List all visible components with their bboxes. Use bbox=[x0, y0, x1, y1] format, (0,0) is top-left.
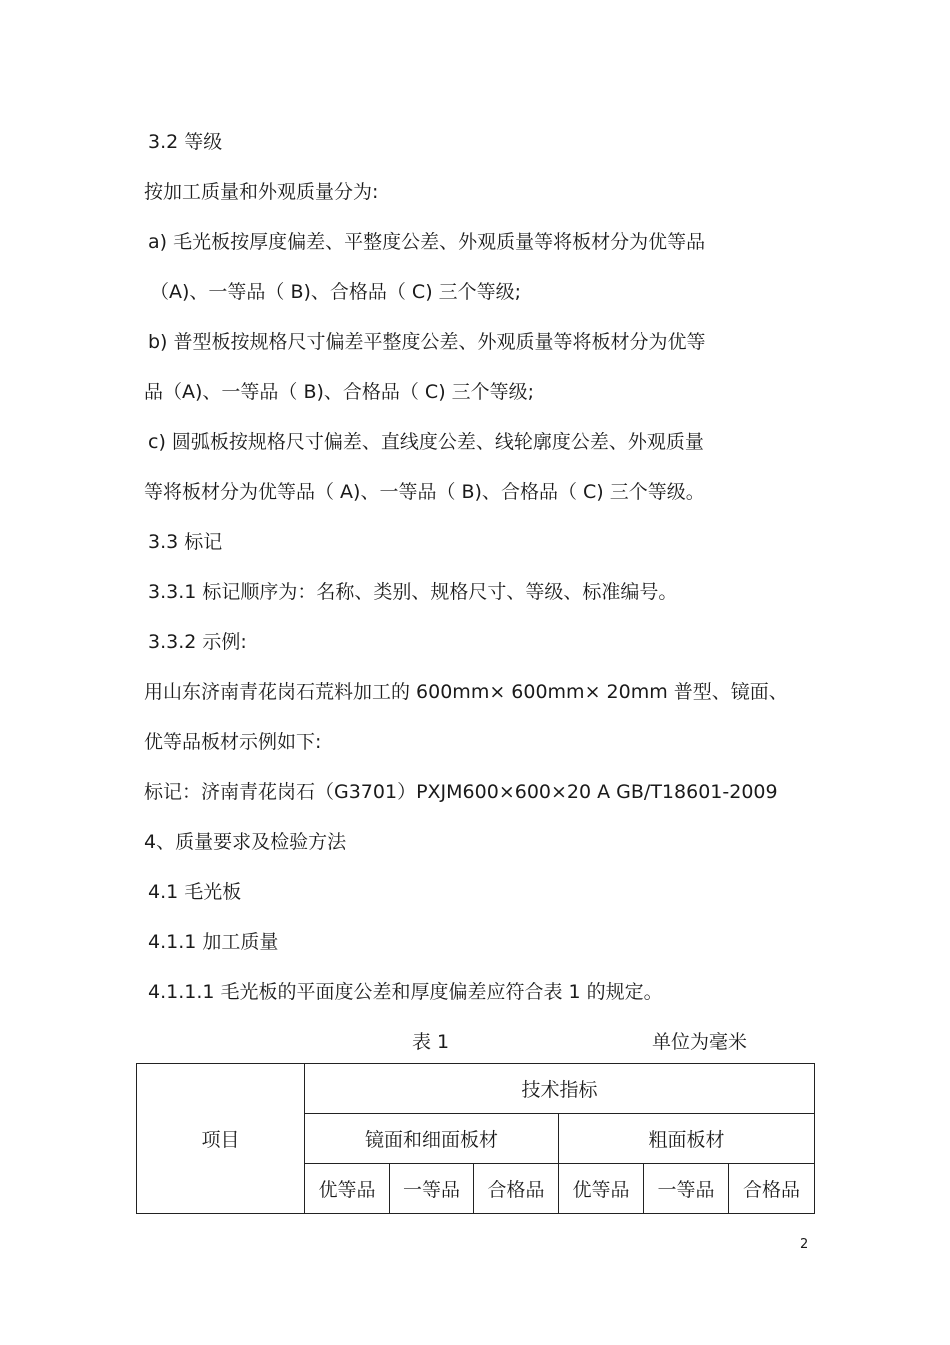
marking-example: 标记：济南青花岗石（G3701）PXJM600×600×20 A GB/T18601-2009 bbox=[144, 781, 778, 803]
example-text: 用山东济南青花岗石荒料加工的 600mm× 600mm× 20mm 普型、镜面、 bbox=[144, 681, 788, 703]
clause-4-1-1-1: 4.1.1.1 毛光板的平面度公差和厚度偏差应符合表 1 的规定。 bbox=[148, 981, 663, 1003]
table-header-grade: 一等品 bbox=[390, 1164, 474, 1214]
list-item-c: c) 圆弧板按规格尺寸偏差、直线度公差、线轮廓度公差、外观质量 bbox=[148, 431, 704, 453]
spec-table bbox=[136, 1063, 815, 1214]
list-item-b-cont: 品（A)、一等品（ B)、合格品（ C) 三个等级; bbox=[144, 381, 535, 403]
table-header-grade: 一等品 bbox=[644, 1164, 729, 1214]
clause-4-1-1: 4.1.1 加工质量 bbox=[148, 931, 279, 953]
table-header-rough: 粗面板材 bbox=[559, 1114, 815, 1164]
page-number: 2 bbox=[800, 1237, 809, 1252]
section-heading-4: 4、质量要求及检验方法 bbox=[144, 831, 347, 853]
table-header-technical-index: 技术指标 bbox=[305, 1064, 815, 1114]
table-header-item: 项目 bbox=[137, 1064, 305, 1214]
clause-3-3-1: 3.3.1 标记顺序为：名称、类别、规格尺寸、等级、标准编号。 bbox=[148, 581, 678, 603]
paragraph-line: 按加工质量和外观质量分为: bbox=[144, 181, 379, 203]
table-header-grade: 合格品 bbox=[474, 1164, 559, 1214]
list-item-c-cont: 等将板材分为优等品（ A)、一等品（ B)、合格品（ C) 三个等级。 bbox=[144, 481, 705, 503]
table-header-grade: 优等品 bbox=[305, 1164, 390, 1214]
section-heading-3-2: 3.2 等级 bbox=[148, 131, 223, 153]
table-header-mirror-fine: 镜面和细面板材 bbox=[305, 1114, 559, 1164]
section-heading-3-3: 3.3 标记 bbox=[148, 531, 223, 553]
list-item-a: a) 毛光板按厚度偏差、平整度公差、外观质量等将板材分为优等品 bbox=[148, 231, 706, 253]
list-item-b: b) 普型板按规格尺寸偏差平整度公差、外观质量等将板材分为优等 bbox=[148, 331, 706, 353]
clause-3-3-2: 3.3.2 示例: bbox=[148, 631, 247, 653]
table-unit: 单位为毫米 bbox=[652, 1031, 748, 1053]
section-heading-4-1: 4.1 毛光板 bbox=[148, 881, 242, 903]
table-caption: 表 1 bbox=[412, 1031, 450, 1053]
list-item-a-cont: （A)、一等品（ B)、合格品（ C) 三个等级; bbox=[150, 281, 522, 303]
example-text-cont: 优等品板材示例如下: bbox=[144, 731, 322, 753]
table-header-grade: 合格品 bbox=[729, 1164, 815, 1214]
table-header-grade: 优等品 bbox=[559, 1164, 644, 1214]
